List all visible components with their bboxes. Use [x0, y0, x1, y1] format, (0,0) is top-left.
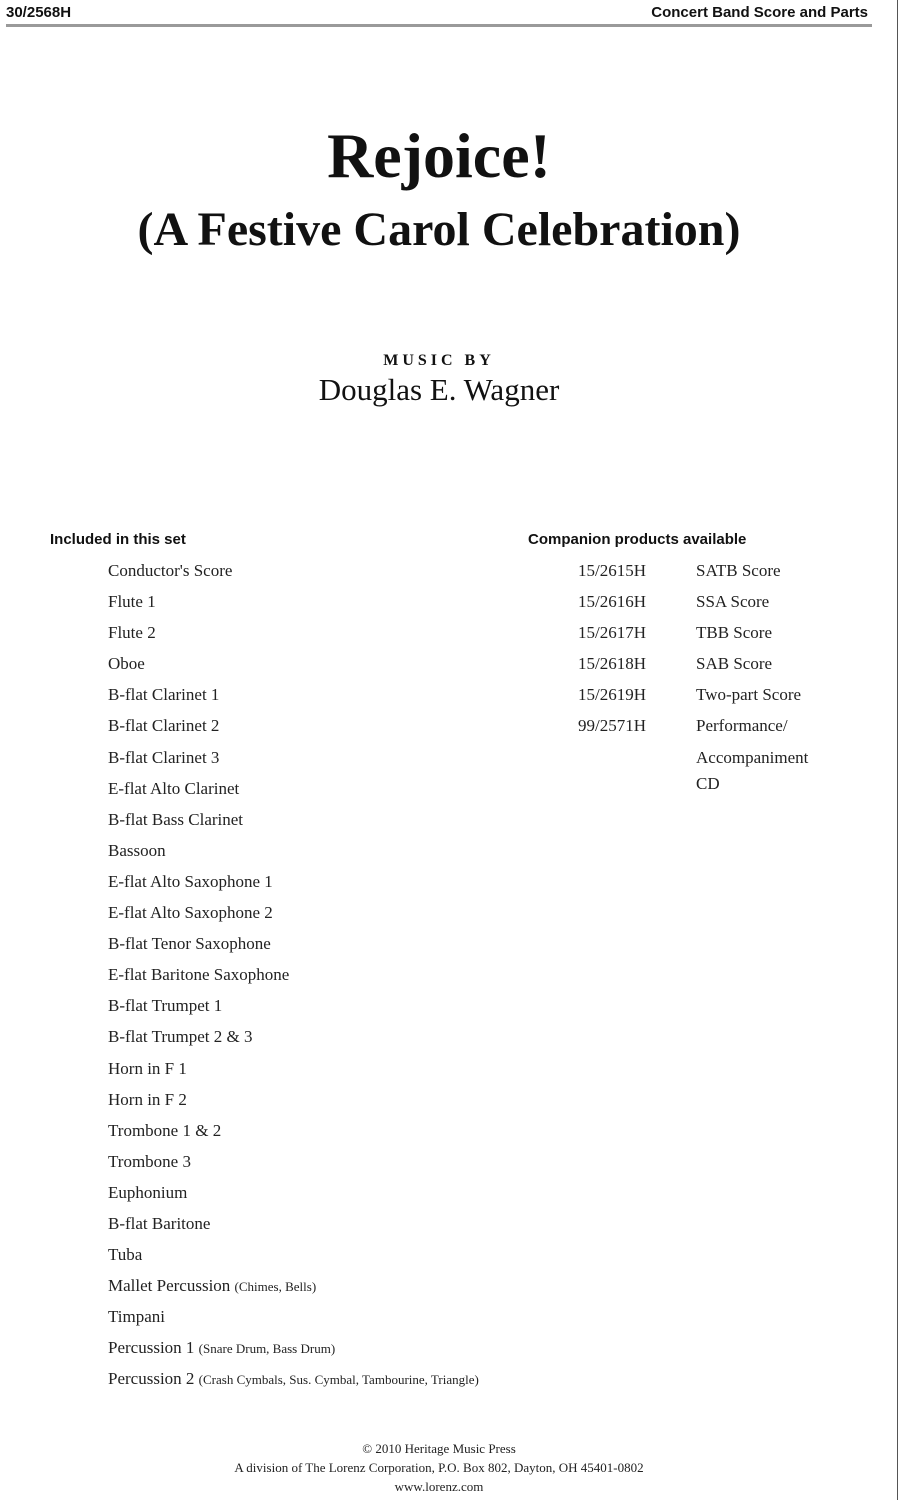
- product-name: TBB Score: [696, 623, 773, 643]
- list-item: [578, 620, 801, 651]
- part-name: Timpani: [108, 1307, 166, 1327]
- list-item: [108, 558, 479, 589]
- part-name: Euphonium: [108, 1182, 188, 1202]
- list-item: [108, 620, 479, 651]
- list-item: [108, 900, 479, 931]
- list-item: [108, 1087, 479, 1118]
- list-item: [108, 713, 479, 744]
- part-name: B-flat Clarinet 1: [108, 685, 220, 705]
- page-title: Rejoice!: [327, 120, 551, 191]
- part-name: E-flat Alto Saxophone 2: [108, 903, 273, 923]
- list-item: [578, 682, 801, 713]
- product-name: SATB Score: [696, 561, 781, 580]
- list-item: [108, 745, 479, 776]
- product-name: SAB Score: [696, 654, 773, 674]
- part-name: Conductor's Score: [108, 561, 233, 580]
- list-item: [108, 1335, 479, 1366]
- part-name: B-flat Bass Clarinet: [108, 809, 244, 829]
- companion-heading: Companion products available: [528, 531, 747, 548]
- list-item: [108, 1366, 479, 1397]
- part-name: Mallet Percussion: [108, 1276, 231, 1296]
- list-item: [108, 838, 479, 869]
- product-name: SSA Score: [696, 592, 770, 612]
- list-item: [578, 558, 801, 589]
- part-name: E-flat Baritone Saxophone: [108, 965, 290, 985]
- part-name: Horn in F 2: [108, 1089, 187, 1109]
- included-heading: Included in this set: [50, 531, 186, 548]
- part-note: (Crash Cymbals, Sus. Cymbal, Tambourine, Triangle): [198, 1372, 479, 1388]
- list-item: [108, 682, 479, 713]
- part-name: B-flat Clarinet 3: [108, 747, 220, 767]
- list-item: [578, 651, 801, 682]
- list-item: [108, 869, 479, 900]
- catalog-number: 99/2571H: [578, 716, 646, 736]
- list-item: [108, 807, 479, 838]
- header-divider: [6, 24, 872, 27]
- copyright-line: © 2010 Heritage Music Press: [362, 1441, 516, 1456]
- part-name: E-flat Alto Saxophone 1: [108, 871, 273, 891]
- list-item: [578, 589, 801, 620]
- product-name-continuation: Accompaniment CD: [696, 748, 809, 793]
- page-edge-line: [897, 0, 898, 1500]
- list-item: [108, 1024, 479, 1055]
- part-name: B-flat Tenor Saxophone: [108, 934, 271, 954]
- composer-name: Douglas E. Wagner: [318, 372, 560, 407]
- list-item: [108, 931, 479, 962]
- part-name: Tuba: [108, 1245, 143, 1265]
- catalog-number: 15/2619H: [578, 685, 646, 705]
- part-name: E-flat Alto Clarinet: [108, 778, 240, 798]
- list-item: [108, 993, 479, 1024]
- product-name: Performance/: [696, 716, 788, 736]
- catalog-number: 15/2615H: [578, 561, 646, 580]
- catalog-code: 30/2568H: [6, 4, 72, 21]
- part-name: Flute 2: [108, 623, 156, 643]
- product-name: Two-part Score: [696, 685, 802, 705]
- publisher-footer: [0, 1439, 878, 1496]
- part-name: B-flat Baritone: [108, 1213, 211, 1233]
- part-note: (Snare Drum, Bass Drum): [198, 1341, 336, 1357]
- part-name: Percussion 2: [108, 1369, 195, 1389]
- list-item: [108, 589, 479, 620]
- website-line: www.lorenz.com: [394, 1479, 484, 1494]
- part-name: Horn in F 1: [108, 1058, 187, 1078]
- list-item: [108, 776, 479, 807]
- list-item: [108, 1118, 479, 1149]
- part-name: Bassoon: [108, 840, 166, 860]
- catalog-number: 15/2617H: [578, 623, 646, 643]
- list-item: [108, 1180, 479, 1211]
- publisher-line: A division of The Lorenz Corporation, P.O. Box 802, Dayton, OH 45401-0802: [234, 1460, 644, 1475]
- part-name: Trombone 3: [108, 1151, 191, 1171]
- list-item: [108, 1304, 479, 1335]
- part-name: B-flat Clarinet 2: [108, 716, 220, 736]
- catalog-number: 15/2616H: [578, 592, 646, 612]
- part-name: Flute 1: [108, 592, 156, 612]
- list-item: [108, 1149, 479, 1180]
- part-name: B-flat Trumpet 1: [108, 996, 223, 1016]
- list-item: [108, 651, 479, 682]
- list-item: [108, 962, 479, 993]
- list-item: [108, 1056, 479, 1087]
- page-subtitle: (A Festive Carol Celebration): [137, 203, 741, 256]
- companion-products-list: [578, 558, 809, 793]
- list-item: [108, 1273, 479, 1304]
- catalog-number: 15/2618H: [578, 654, 646, 674]
- credit-label: MUSIC BY: [383, 352, 495, 369]
- series-label: Concert Band Score and Parts: [651, 4, 868, 21]
- part-name: Trombone 1 & 2: [108, 1120, 222, 1140]
- included-parts-list: [108, 558, 479, 1398]
- part-name: Oboe: [108, 654, 145, 674]
- part-name: Percussion 1: [108, 1338, 195, 1358]
- part-name: B-flat Trumpet 2 & 3: [108, 1027, 253, 1047]
- list-item: [578, 713, 801, 744]
- list-item: [108, 1211, 479, 1242]
- list-item: [108, 1242, 479, 1273]
- part-note: (Chimes, Bells): [234, 1279, 317, 1295]
